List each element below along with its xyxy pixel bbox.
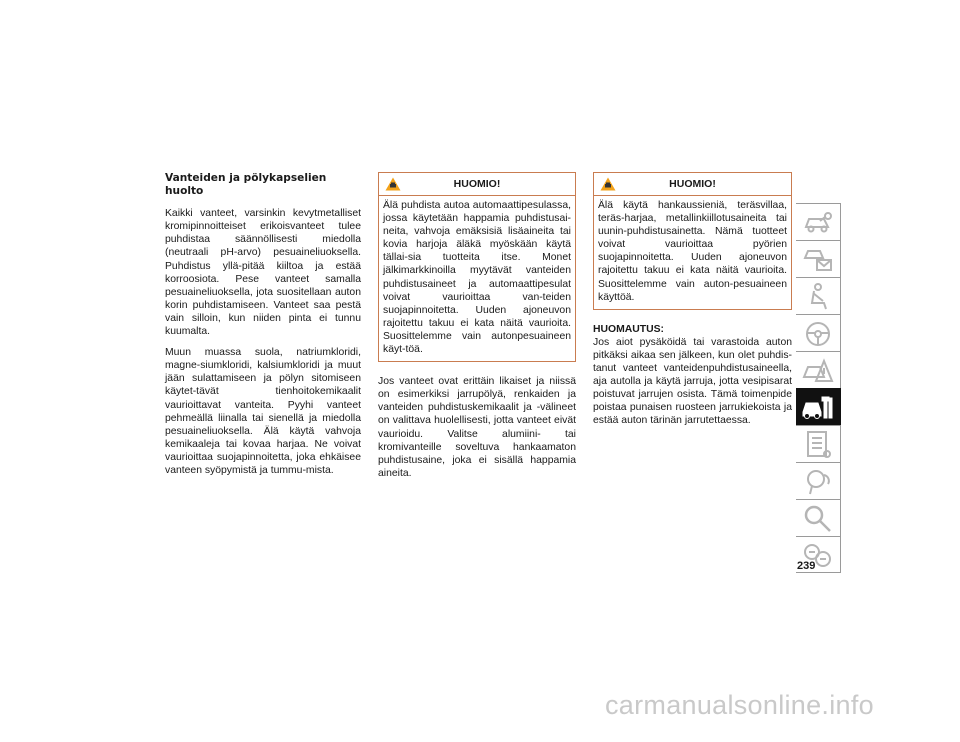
page-number: 239 <box>797 560 816 572</box>
car-key-icon <box>800 207 836 238</box>
warning-text: Älä puhdista autoa automaattipesulassa, jossa käytetään happamia puhdistusai-neita, vahvoja emäksisiä lisäaineita tai kovia harjoja äläkä myöskään käytä tällai-sia tuotteita itse. Monet jälkimarkkinoilla myytävät vanteiden puhdistusaineet ja automaattipesulat voivat vaurioittaa van-teiden suojapinnoitetta. Uuden ajoneuvon rajoitettu takuu ei kata näitä vaurioita. Suosittelemme vain autonpesuaineen käyt-töä. <box>383 200 571 356</box>
chapter-tabs <box>796 203 841 573</box>
search-index-icon <box>800 503 836 534</box>
note <box>593 323 792 428</box>
seat-safety-icon <box>800 281 836 312</box>
tab-index[interactable] <box>796 499 841 536</box>
note-text: Jos aiot pysäköidä tai varastoida auton pitkäksi aikaa sen jälkeen, kun olet puhdis-tanut vanteet vanteidenpuhdistusaineella, aja autolla ja käytä jarruja, jotta vesipisarat poistuvat jarrujen osista. Tämä toimenpide poistaa punaisen ruosteen jarrukiekoista ja estää auton tärinän jarrutettaessa. <box>593 336 792 427</box>
watermark: carmanualsonline.info <box>605 690 874 720</box>
specifications-list-icon <box>800 429 836 460</box>
tab-starting-operating[interactable] <box>796 314 841 351</box>
car-mail-icon <box>800 244 836 275</box>
steering-wheel-icon <box>800 318 836 349</box>
car-crash-icon <box>800 355 836 386</box>
tab-emergency[interactable] <box>796 351 841 388</box>
warning-box <box>593 172 792 310</box>
note-title: HUOMAUTUS: <box>593 323 664 335</box>
tab-customer-assistance[interactable] <box>796 462 841 499</box>
warning-header <box>379 173 575 196</box>
middle-column <box>378 172 576 488</box>
warning-title: HUOMIO! <box>669 178 716 190</box>
warning-header <box>594 173 791 196</box>
tab-technical-specifications[interactable] <box>796 425 841 462</box>
warning-title: HUOMIO! <box>453 178 501 190</box>
car-service-tools-icon <box>800 392 836 423</box>
warning-text: Älä käytä hankaussieniä, teräsvillaa, teräs-harjaa, metallinkiillotusaineita tai uunin-puhdistusainetta. Nämä tuotteet voivat vaurioittaa pyörien suojapinnoitetta. Uuden ajoneuvon rajoitettu takuu ei kata näitä vaurioita. Suosittelemme vain auton-pesuaineen käyttöä. <box>598 200 787 303</box>
left-column <box>165 172 361 485</box>
tab-servicing-maintenance[interactable] <box>796 388 841 425</box>
tab-safety[interactable] <box>796 277 841 314</box>
body-paragraph: Muun muassa suola, natriumkloridi, magne-siumkloridi, kalsiumkloridi ja muut jään sulattamiseen ja pölyn sitomiseen käytet-tävät tienhoitokemikaalit vaurioittavat vanteita. Pyyhi vanteet pehmeällä liinalla tai sienellä ja miedolla pesuaineliuoksella. Älä käytä vahvoja kemikaaleja tai kovaa harjaa. Ne voivat vaurioittaa suojapinnoitetta, joka ehkäisee vanteen syöpymistä ja tummu-mista. <box>165 347 361 476</box>
customer-service-icon <box>800 466 836 497</box>
warning-box <box>378 172 576 362</box>
section-title: Vanteiden ja pölykapselien huolto <box>165 172 327 198</box>
body-paragraph: Jos vanteet ovat erittäin likaiset ja niissä on esimerkiksi jarrupölyä, renkaiden ja vanteiden puhdistuskemikaalit ja -välineet on valittava huolellisesti, jotta vanteet eivät vaurioidu. Valitse alumiini- tai kromivanteille soveltuva hankaamaton puhdistusaine, joka ei sisällä happamia aineita. <box>378 376 576 479</box>
right-column <box>593 172 792 436</box>
tab-getting-to-know[interactable] <box>796 203 841 240</box>
warning-triangle-icon <box>385 177 401 191</box>
tab-instrument-panel[interactable] <box>796 240 841 277</box>
body-paragraph: Kaikki vanteet, varsinkin kevytmetalliset kromipinnoitteiset erikoisvanteet tulee puhdistaa säännöllisesti miedolla (neutraali pH-arvo) pesuaineliuoksella. Puhdistus yllä-pitää kiiltoa ja estää korroosiota. Pese vanteet samalla pesuaineliuoksella, jota suositellaan auton korin puhdistamiseen. Vanteet saa pestä vain silloin, kun niiden pinta ei tunnu kuumalta. <box>165 208 361 338</box>
warning-triangle-icon <box>600 177 616 191</box>
